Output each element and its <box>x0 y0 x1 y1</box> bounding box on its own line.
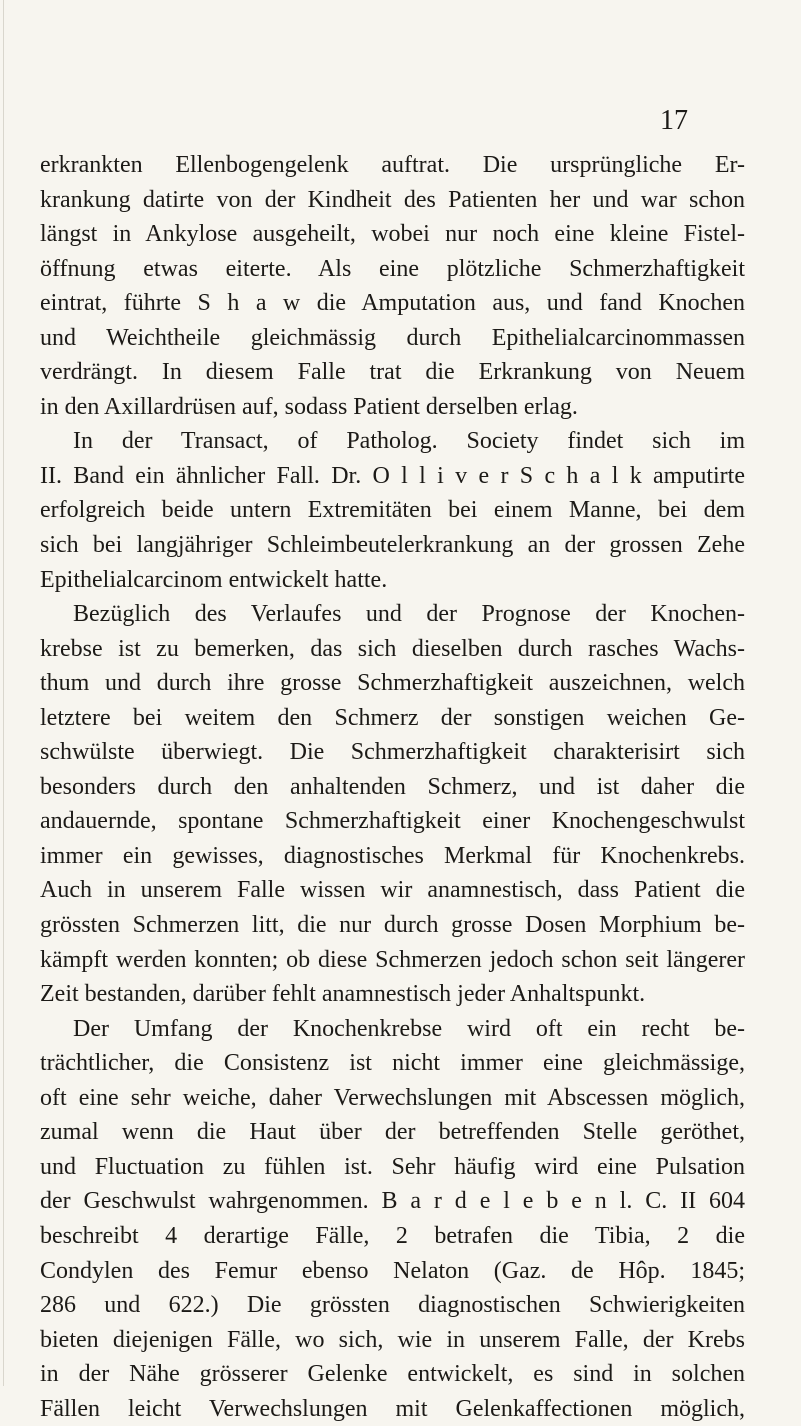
page-number: 17 <box>660 105 688 136</box>
text-line: Auch in unserem Falle wissen wir anamnestisch, dass Patient die <box>40 877 745 904</box>
text-line: erfolgreich beide untern Extremitäten bei einem Manne, bei dem <box>40 497 745 524</box>
text-line: bieten diejenigen Fälle, wo sich, wie in unserem Falle, der Krebs <box>40 1326 745 1353</box>
text-line: II. Band ein ähnlicher Fall. Dr. O l l i v e r S c h a l k amputirte <box>40 462 745 489</box>
text-line: letztere bei weitem den Schmerz der sonstigen weichen Ge- <box>40 704 745 731</box>
text-line: Fällen leicht Verwechslungen mit Gelenkaffectionen möglich, <box>40 1395 745 1422</box>
text-line: thum und durch ihre grosse Schmerzhaftigkeit auszeichnen, welch <box>40 670 745 697</box>
text-line: zumal wenn die Haut über der betreffenden Stelle geröthet, <box>40 1119 745 1146</box>
text-line: Der Umfang der Knochenkrebse wird oft ein recht be- <box>73 1015 745 1042</box>
text-line: eintrat, führte S h a w die Amputation aus, und fand Knochen <box>40 290 745 317</box>
text-line: Bezüglich des Verlaufes und der Prognose der Knochen- <box>73 601 745 628</box>
text-line: verdrängt. In diesem Falle trat die Erkrankung von Neuem <box>40 359 745 386</box>
text-line: schwülste überwiegt. Die Schmerzhaftigkeit charakterisirt sich <box>40 739 745 766</box>
text-line: längst in Ankylose ausgeheilt, wobei nur noch eine kleine Fistel- <box>40 221 745 248</box>
text-line: grössten Schmerzen litt, die nur durch grosse Dosen Morphium be- <box>40 912 745 939</box>
text-line: beschreibt 4 derartige Fälle, 2 betrafen die Tibia, 2 die <box>40 1222 745 1249</box>
text-line: sich bei langjähriger Schleimbeutelerkrankung an der grossen Zehe <box>40 532 745 559</box>
text-line: der Geschwulst wahrgenommen. B a r d e l e b e n l. C. II 604 <box>40 1188 745 1215</box>
text-line: krebse ist zu bemerken, das sich dieselben durch rasches Wachs- <box>40 635 745 662</box>
text-line: in den Axillardrüsen auf, sodass Patient derselben erlag. <box>40 393 578 420</box>
page-edge <box>3 0 4 1386</box>
text-line: Epithelialcarcinom entwickelt hatte. <box>40 566 388 593</box>
text-line: Condylen des Femur ebenso Nelaton (Gaz. de Hôp. 1845; <box>40 1257 745 1284</box>
text-line: krankung datirte von der Kindheit des Patienten her und war schon <box>40 186 745 213</box>
text-line: In der Transact, of Patholog. Society findet sich im <box>73 428 745 455</box>
text-line: Zeit bestanden, darüber fehlt anamnestisch jeder Anhaltspunkt. <box>40 981 646 1008</box>
text-line: und Weichtheile gleichmässig durch Epithelialcarcinommassen <box>40 324 745 351</box>
text-line: erkrankten Ellenbogengelenk auftrat. Die ursprüngliche Er- <box>40 152 745 178</box>
text-line: und Fluctuation zu fühlen ist. Sehr häufig wird eine Pulsation <box>40 1153 745 1180</box>
text-line: in der Nähe grösserer Gelenke entwickelt, es sind in solchen <box>40 1361 745 1388</box>
text-line: oft eine sehr weiche, daher Verwechslungen mit Abscessen möglich, <box>40 1084 745 1111</box>
text-line: immer ein gewisses, diagnostisches Merkmal für Knochenkrebs. <box>40 842 745 869</box>
text-line: besonders durch den anhaltenden Schmerz, und ist daher die <box>40 773 745 800</box>
text-line: kämpft werden konnten; ob diese Schmerzen jedoch schon seit längerer <box>40 946 745 973</box>
text-line: öffnung etwas eiterte. Als eine plötzliche Schmerzhaftigkeit <box>40 255 745 282</box>
text-line: andauernde, spontane Schmerzhaftigkeit einer Knochengeschwulst <box>40 808 745 835</box>
text-line: 286 und 622.) Die grössten diagnostischen Schwierigkeiten <box>40 1292 745 1319</box>
text-line: trächtlicher, die Consistenz ist nicht immer eine gleichmässige, <box>40 1050 745 1077</box>
body-text <box>40 148 745 1426</box>
